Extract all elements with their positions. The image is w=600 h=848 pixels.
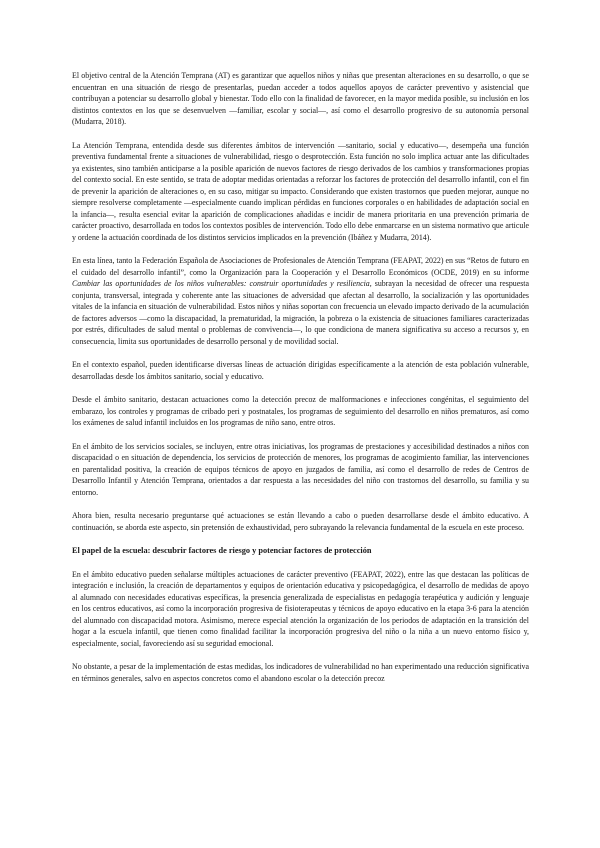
paragraph-funcion-preventiva: La Atención Temprana, entendida desde sus diferentes ámbitos de intervención —sanitario, social y educativo—, desempeña una función preventiva fundamental frente a situaciones de vulnerabilidad, riesgo o desprotección. Esta función no solo implica actuar ante las dificultades ya existentes, sino también anticiparse a la posible aparición de nuevos factores de riesgo derivados de los cambios y transformaciones propias del contexto social. En este sentido, se trata de adoptar medidas orientadas a reforzar los factores de protección del desarrollo infantil, con el fin de prevenir la aparición de alteraciones o, en su caso, mitigar su impacto. Considerando que existen trastornos que pueden mejorar, aunque no siempre resolverse completamente —especialmente cuando implican pérdidas en funciones corporales o en habilidades de adaptación social en la infancia—, resulta esencial evitar la aparición de complicaciones añadidas e incidir de manera prioritaria en una prevención primaria de carácter proactivo, desarrollada en todos los contextos posibles de intervención. Todo ello debe enmarcarse en un sistema normativo que articule y ordene la actuación coordinada de los distintos servicios implicados en la prevención (Ibáñez y Mudarra, 2014). <box>72 140 529 242</box>
paragraph-indicadores-vulnerabilidad: No obstante, a pesar de la implementación de estas medidas, los indicadores de vulnerabilidad no han experimentado una reducción significativa en términos generales, salvo en aspectos concretos como el abandono escolar o la detección precoz <box>72 662 529 683</box>
paragraph-ambito-educativo-intro: Ahora bien, resulta necesario preguntarse qué actuaciones se están llevando a cabo o pueden desarrollarse desde el ámbito educativo. A continuación, se aborda este aspecto, sin pretensión de exhaustividad, pero subrayando la relevancia fundamental de la escuela en este proceso. <box>72 511 529 532</box>
paragraph-actuaciones-educativas: En el ámbito educativo pueden señalarse múltiples actuaciones de carácter preventivo (FEAPAT, 2022), entre las que destacan las políticas de integración e inclusión, la creación de departamentos y equipos de orientación educativa y psicopedagógica, el desarrollo de medidas de apoyo al alumnado con necesidades educativas específicas, la presencia generalizada de especialistas en pedagogía terapéutica y audición y lenguaje en los centros educativos, así como la incorporación progresiva de fisioterapeutas y técnicos de apoyo educativo en la etapa 3-6 para la atención del alumnado con discapacidad motora. Asimismo, merece especial atención la organización de los periodos de adaptación en la transición del hogar a la escuela infantil, que tienen como finalidad facilitar la incorporación progresiva del niño o la niña a un nuevo entorno físico y, especialmente, social, favoreciendo así su seguridad emocional. <box>72 569 529 648</box>
paragraph-feapat-ocde <box>72 255 529 347</box>
paragraph-ambito-sanitario: Desde el ámbito sanitario, destacan actuaciones como la detección precoz de malformaciones e infecciones congénitas, el seguimiento del embarazo, los controles y programas de cribado peri y postnatales, los programas de seguimiento del desarrollo en niños prematuros, así como los exámenes de salud infantil incluidos en los programas de niño sano, entre otros. <box>72 395 529 427</box>
paragraph-servicios-sociales: En el ámbito de los servicios sociales, se incluyen, entre otras iniciativas, los programas de prestaciones y accesibilidad destinados a niños con discapacidad o en situación de dependencia, los servicios de protección de menores, los programas de acogimiento familiar, las intervenciones en parentalidad positiva, la creación de equipos técnicos de apoyo en juzgados de familia, así como el desarrollo de redes de Centros de Desarrollo Infantil y Atención Temprana, orientados a dar respuesta a las necesidades del niño con trastornos del desarrollo, su familia y su entorno. <box>72 441 529 497</box>
paragraph-objetivo-at: El objetivo central de la Atención Temprana (AT) es garantizar que aquellos niños y niñas que presentan alteraciones en su desarrollo, o que se encuentran en una situación de riesgo de presentarlas, puedan acceder a todos aquellos apoyos de carácter preventivo y asistencial que contribuyan a potenciar su desarrollo global y bienestar. Todo ello con la finalidad de favorecer, en la mayor medida posible, su inclusión en los distintos contextos en los que se desenvuelven —familiar, escolar y social—, así como el desarrollo progresivo de su autonomía personal (Mudarra, 2018). <box>72 71 529 126</box>
document-page <box>72 70 529 696</box>
report-title: Cambiar las oportunidades de los niños vulnerables: construir oportunidades y resiliencia <box>72 279 370 288</box>
paragraph-text: En esta línea, tanto la Federación Española de Asociaciones de Profesionales de Atención Temprana (FEAPAT, 2022) en sus “Retos de futuro en el cuidado del desarrollo infantil”, como la Organización para la Cooperación y el Desarrollo Económicos (OCDE, 2019) en su informe <box>72 256 529 277</box>
section-heading: El papel de la escuela: descubrir factores de riesgo y potenciar factores de protección <box>72 546 372 555</box>
paragraph-text: , subrayan la necesidad de ofrecer una respuesta conjunta, transversal, integrada y coherente ante las situaciones de adversidad que afectan al desarrollo, la socialización y las oportunidades vitales de la infancia en situación de vulnerabilidad. Estos niños y niñas soportan con frecuencia un elevado impacto derivado de la acumulación de factores adversos —como la discapacidad, la prematuridad, la migración, la pobreza o la existencia de situaciones familiares caracterizadas por estrés, dificultades de salud mental o problemas de convivencia—, lo que condiciona de manera significativa su acceso a recursos y, en consecuencia, limita sus oportunidades de desarrollo personal y de movilidad social. <box>72 279 529 346</box>
paragraph-contexto-espanol: En el contexto español, pueden identificarse diversas líneas de actuación dirigidas específicamente a la atención de esta población vulnerable, desarrolladas desde los ámbitos sanitario, social y educativo. <box>72 360 529 381</box>
